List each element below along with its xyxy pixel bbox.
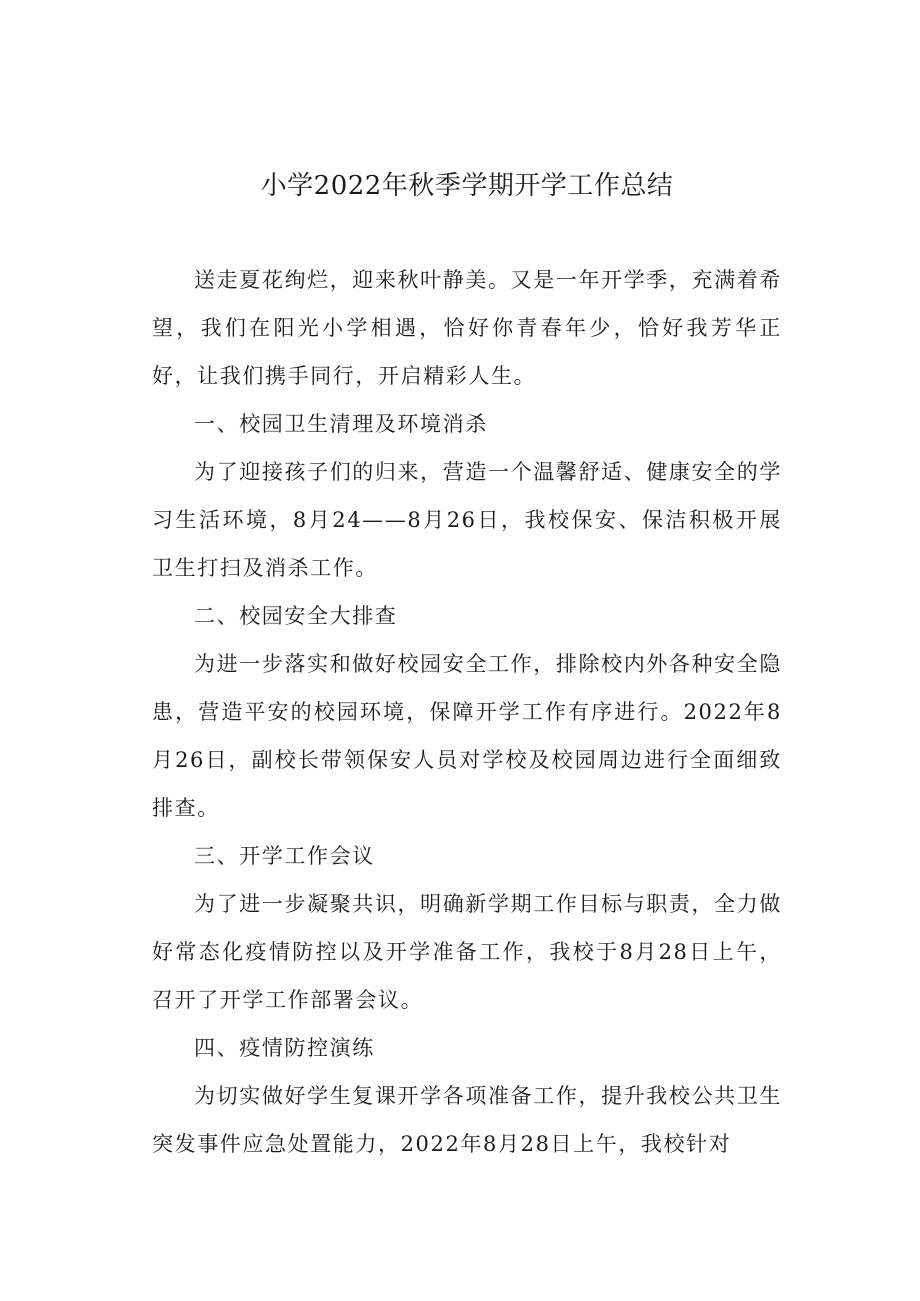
section-heading-2: 二、校园安全大排查 xyxy=(194,604,398,628)
document-body xyxy=(152,256,782,1168)
section-paragraph-1: 为了迎接孩子们的归来，营造一个温馨舒适、健康安全的学习生活环境，8月24——8月26日，我校保安、保洁积极开展卫生打扫及消杀工作。 xyxy=(152,460,782,580)
section-heading-3: 三、开学工作会议 xyxy=(194,844,375,868)
document-title: 小学2022年秋季学期开学工作总结 xyxy=(260,171,674,201)
section-paragraph-3: 为了进一步凝聚共识，明确新学期工作目标与职责，全力做好常态化疫情防控以及开学准备工作，我校于8月28日上午，召开了开学工作部署会议。 xyxy=(152,892,782,1012)
section-paragraph-2: 为进一步落实和做好校园安全工作，排除校内外各种安全隐患，营造平安的校园环境，保障开学工作有序进行。2022年8月26日，副校长带领保安人员对学校及校园周边进行全面细致排查。 xyxy=(152,652,782,820)
section-heading-1: 一、校园卫生清理及环境消杀 xyxy=(194,412,488,436)
section-paragraph-4: 为切实做好学生复课开学各项准备工作，提升我校公共卫生突发事件应急处置能力，2022年8月28日上午，我校针对 xyxy=(152,1084,782,1156)
section-heading-4: 四、疫情防控演练 xyxy=(194,1036,375,1060)
intro-paragraph: 送走夏花绚烂，迎来秋叶静美。又是一年开学季，充满着希望，我们在阳光小学相遇，恰好你青春年少，恰好我芳华正好，让我们携手同行，开启精彩人生。 xyxy=(152,268,782,388)
